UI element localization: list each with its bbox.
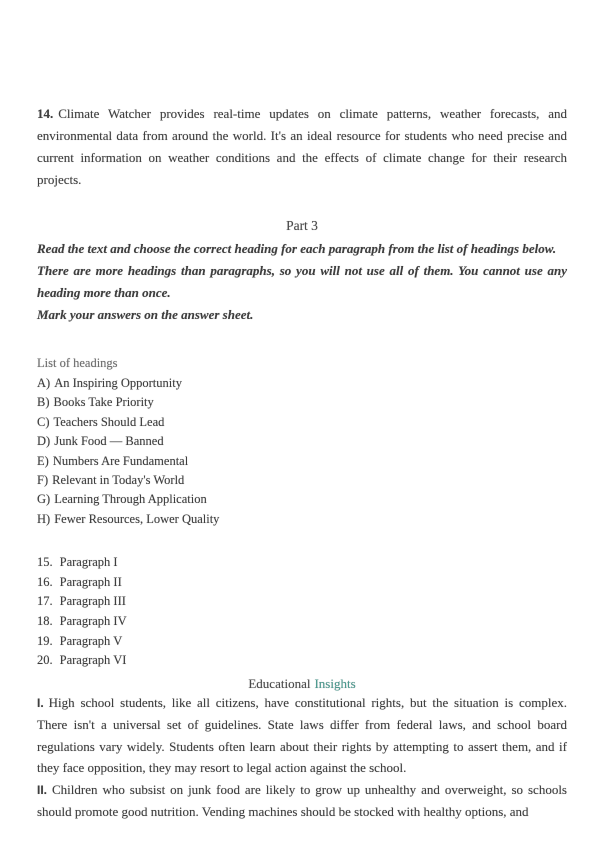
heading-option-e <box>37 452 567 471</box>
instruction-line: Read the text and choose the correct heading for each paragraph from the list of headings below. <box>37 241 557 256</box>
question-label: Paragraph I <box>59 555 118 570</box>
paragraph-questions-list <box>37 553 567 671</box>
part3-instructions <box>37 238 567 326</box>
headings-list <box>37 374 567 529</box>
question-16 <box>37 573 567 593</box>
question-number: 19. <box>37 633 53 648</box>
heading-text: Junk Food — Banned <box>54 434 164 449</box>
paragraph-text: Children who subsist on junk food are likely to grow up unhealthy and overweight, so schools should promote good nutrition. Vending machines should be stocked with healthy options, and <box>37 781 567 820</box>
instruction-line: There are more headings than paragraphs, so you will not use all of them. You cannot use any heading more than once. <box>37 263 567 300</box>
paragraph-marker: II. <box>37 782 48 797</box>
heading-text: Numbers Are Fundamental <box>52 453 189 468</box>
paragraph-text: High school students, like all citizens, have constitutional rights, but the situation is complex. There isn't a universal set of guidelines. State laws differ from federal laws, and school board regulations vary widely. Students often learn about their rights by attempting to assert them, and if they face opposition, they may resort to legal action against the school. <box>37 694 567 776</box>
question-label: Paragraph II <box>59 574 122 589</box>
question-14-text: Climate Watcher provides real-time updates on climate patterns, weather forecasts, and environmental data from around the world. It's an ideal resource for students who need precise and current information on weather conditions and the effects of climate change for their research projects. <box>37 106 567 187</box>
heading-text: Fewer Resources, Lower Quality <box>54 511 220 526</box>
part3-title: Part 3 <box>286 218 318 233</box>
heading-option-g <box>37 490 567 509</box>
heading-option-a <box>37 374 567 393</box>
heading-option-h <box>37 510 567 529</box>
passage-title-word-educational: Educational <box>248 675 311 691</box>
heading-letter: C) <box>37 414 50 429</box>
question-18 <box>37 612 567 632</box>
passage-title-word-insights: Insights <box>314 675 356 691</box>
heading-option-b <box>37 393 567 412</box>
heading-option-d <box>37 432 567 451</box>
heading-letter: G) <box>37 492 51 507</box>
heading-letter: F) <box>37 473 49 488</box>
heading-letter: D) <box>37 434 51 449</box>
heading-letter: H) <box>37 511 51 526</box>
heading-text: Books Take Priority <box>53 395 154 410</box>
heading-text: Teachers Should Lead <box>53 414 165 429</box>
question-14-number: 14. <box>37 106 54 121</box>
paragraph-marker: I. <box>37 695 44 710</box>
heading-text: Relevant in Today's World <box>52 473 185 488</box>
question-17 <box>37 592 567 612</box>
question-number: 18. <box>37 614 53 629</box>
passage-paragraph-1 <box>37 692 567 779</box>
passage-paragraph-2 <box>37 779 567 823</box>
heading-option-c <box>37 413 567 432</box>
heading-option-f <box>37 471 567 490</box>
question-number: 15. <box>37 555 53 570</box>
question-19 <box>37 632 567 652</box>
question-label: Paragraph VI <box>59 653 127 668</box>
heading-text: An Inspiring Opportunity <box>54 376 182 390</box>
question-number: 16. <box>37 574 53 589</box>
heading-letter: A) <box>37 376 51 390</box>
question-label: Paragraph IV <box>59 614 127 629</box>
passage-title <box>37 676 567 692</box>
heading-letter: E) <box>37 453 49 468</box>
heading-text: Learning Through Application <box>54 492 207 507</box>
question-number: 20. <box>37 653 53 668</box>
question-20 <box>37 651 567 671</box>
heading-letter: B) <box>37 395 50 410</box>
question-14 <box>37 103 567 191</box>
question-label: Paragraph V <box>59 633 123 648</box>
question-number: 17. <box>37 594 53 609</box>
question-15 <box>37 553 567 573</box>
headings-list-label: List of headings <box>37 356 118 370</box>
instruction-line: Mark your answers on the answer sheet. <box>37 307 254 322</box>
question-label: Paragraph III <box>59 594 126 609</box>
